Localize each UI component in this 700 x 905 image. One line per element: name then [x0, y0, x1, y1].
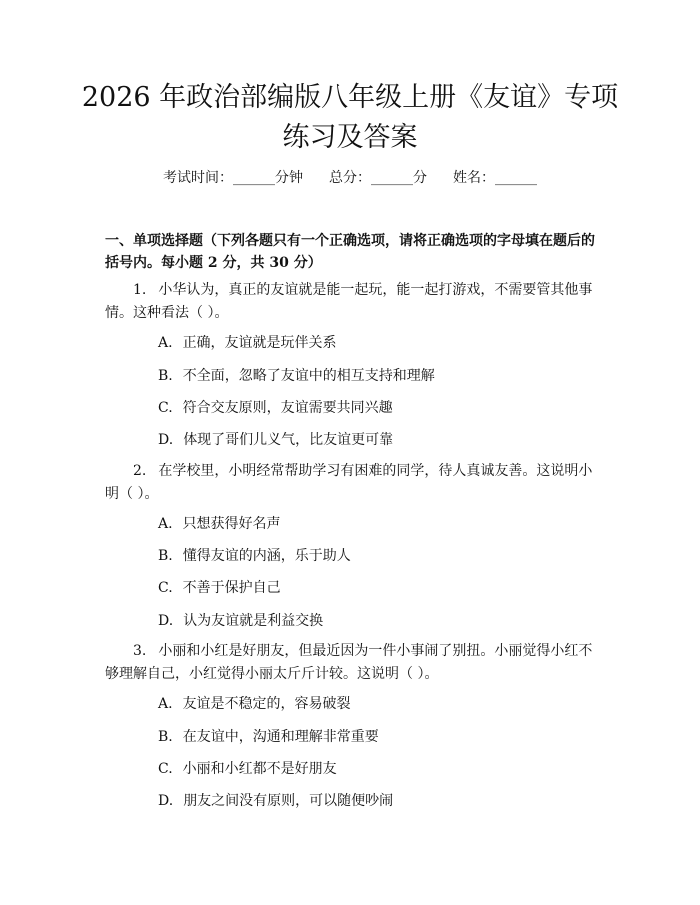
question-3-option-d	[158, 791, 605, 811]
question-1	[105, 279, 605, 325]
option-text: 懂得友谊的内涵，乐于助人	[182, 548, 351, 564]
question-2-option-d	[158, 611, 605, 631]
question-number: 3.	[133, 643, 147, 659]
section-heading: 一、单项选择题（下列各题只有一个正确选项，请将正确选项的字母填在题后的括号内。每小题 2 分，共 30 分）	[105, 233, 595, 271]
option-letter: C.	[158, 761, 173, 777]
question-stem: 在学校里，小明经常帮助学习有困难的同学，待人真诚友善。这说明小明（ ）。	[105, 463, 593, 502]
question-1-option-d	[158, 430, 605, 450]
exam-time: 考试时间：______分钟	[163, 170, 303, 186]
option-letter: A.	[158, 696, 173, 712]
option-letter: C.	[158, 400, 173, 416]
question-2-option-a	[158, 514, 605, 534]
option-text: 在友谊中，沟通和理解非常重要	[182, 729, 379, 745]
option-letter: B.	[158, 548, 173, 564]
option-text: 友谊是不稳定的，容易破裂	[182, 696, 351, 712]
question-1-option-c	[158, 398, 605, 418]
question-3-option-c	[158, 759, 605, 779]
option-letter: B.	[158, 368, 173, 384]
student-name: 姓名：______	[453, 170, 537, 186]
exam-score: 总分：______分	[329, 170, 427, 186]
option-letter: D.	[158, 793, 174, 809]
option-letter: A.	[158, 335, 173, 351]
question-2	[105, 460, 605, 506]
option-letter: D.	[158, 613, 174, 629]
question-1-option-a	[158, 333, 605, 353]
option-text: 只想获得好名声	[182, 516, 281, 532]
question-3-option-b	[158, 727, 605, 747]
question-number: 2.	[133, 463, 147, 479]
option-text: 不全面，忽略了友谊中的相互支持和理解	[182, 368, 435, 384]
question-1-option-b	[158, 366, 605, 386]
question-stem: 小华认为，真正的友谊就是能一起玩，能一起打游戏，不需要管其他事情。这种看法（ ）。	[105, 282, 593, 321]
option-text: 不善于保护自己	[182, 580, 281, 596]
question-2-option-c	[158, 578, 605, 598]
question-3	[105, 640, 605, 686]
option-letter: C.	[158, 580, 173, 596]
title-line-2: 练习及答案	[282, 122, 418, 153]
question-2-option-b	[158, 546, 605, 566]
option-text: 正确，友谊就是玩伴关系	[182, 335, 337, 351]
option-text: 朋友之间没有原则，可以随便吵闹	[183, 793, 394, 809]
option-letter: A.	[158, 516, 173, 532]
question-stem: 小丽和小红是好朋友，但最近因为一件小事闹了别扭。小丽觉得小红不够理解自己，小红觉得小丽太斤斤计较。这说明（ ）。	[105, 643, 593, 682]
option-text: 符合交友原则，友谊需要共同兴趣	[182, 400, 393, 416]
option-letter: D.	[158, 432, 174, 448]
document-title	[70, 78, 630, 158]
exam-meta	[0, 168, 700, 188]
option-text: 认为友谊就是利益交换	[183, 613, 324, 629]
option-letter: B.	[158, 729, 173, 745]
question-number: 1.	[133, 282, 147, 298]
question-3-option-a	[158, 694, 605, 714]
title-line-1: 2026 年政治部编版八年级上册《友谊》专项	[81, 82, 619, 113]
option-text: 体现了哥们儿义气，比友谊更可靠	[183, 432, 394, 448]
option-text: 小丽和小红都不是好朋友	[182, 761, 337, 777]
